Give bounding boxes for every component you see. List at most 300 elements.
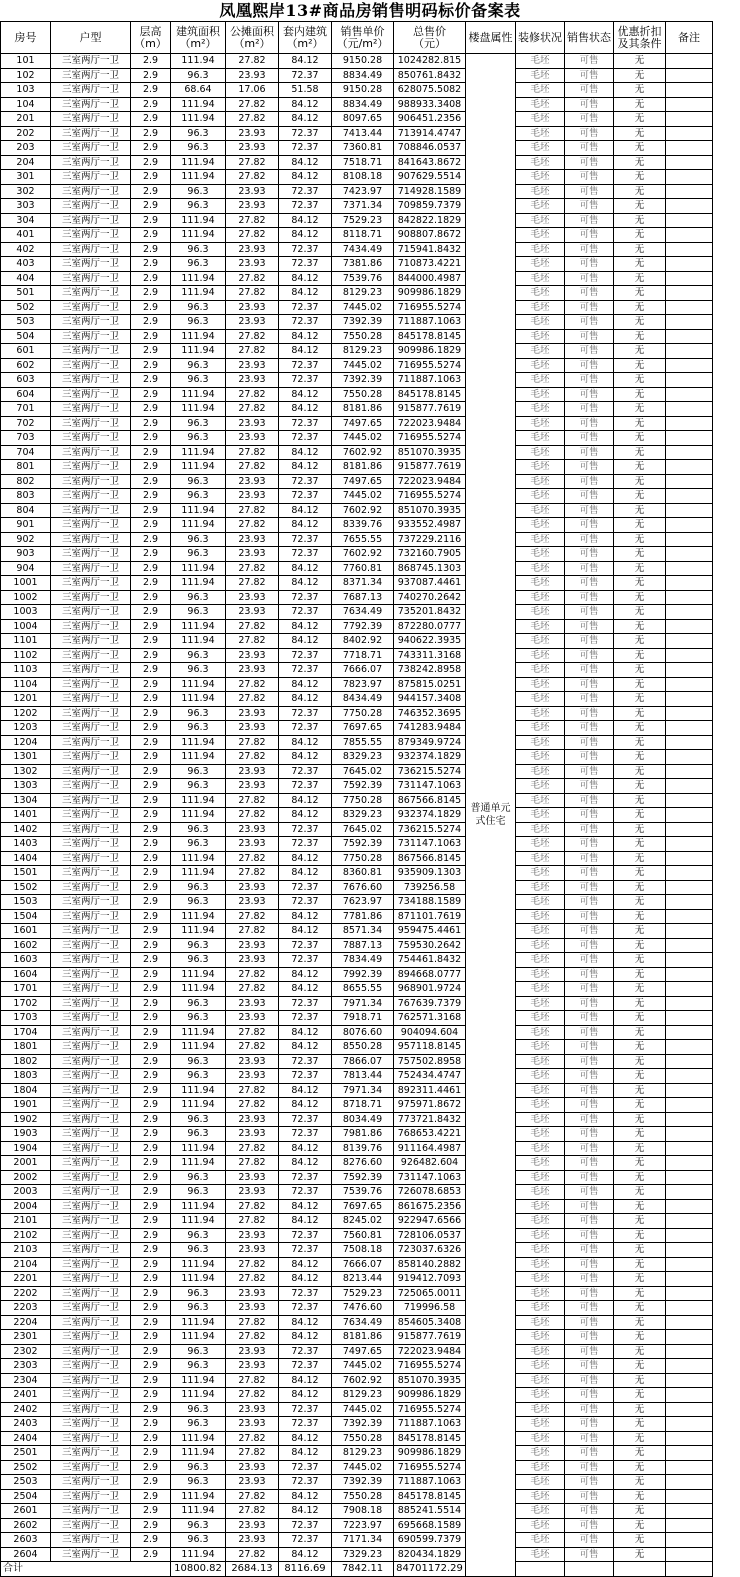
cell-floor-height: 2.9: [131, 576, 171, 591]
cell-floor-height: 2.9: [131, 706, 171, 721]
cell-decoration: 毛坯: [516, 808, 565, 823]
cell-discount: 无: [614, 97, 666, 112]
cell-unit-price: 7392.39: [332, 1475, 394, 1490]
cell-shared-area: 27.82: [226, 692, 279, 707]
cell-unit-type: 三室两厅一卫: [51, 1315, 131, 1330]
cell-shared-area: 23.93: [226, 895, 279, 910]
cell-unit-type: 三室两厅一卫: [51, 822, 131, 837]
cell-decoration: 毛坯: [516, 1257, 565, 1272]
cell-shared-area: 27.82: [226, 54, 279, 69]
cell-remarks: [666, 503, 713, 518]
cell-discount: 无: [614, 445, 666, 460]
cell-unit-type: 三室两厅一卫: [51, 286, 131, 301]
cell-inner-area: 84.12: [279, 793, 332, 808]
cell-total-price: 726078.6853: [394, 1185, 466, 1200]
cell-unit-price: 7718.71: [332, 648, 394, 663]
cell-shared-area: 23.93: [226, 1243, 279, 1258]
cell-remarks: [666, 1098, 713, 1113]
cell-unit-price: 8108.18: [332, 170, 394, 185]
cell-total-price: 858140.2882: [394, 1257, 466, 1272]
table-row: [1, 1257, 713, 1272]
cell-building-area: 111.94: [171, 1431, 226, 1446]
cell-building-area: 96.3: [171, 199, 226, 214]
cell-discount: 无: [614, 213, 666, 228]
cell-room-no: 702: [1, 416, 51, 431]
cell-unit-type: 三室两厅一卫: [51, 996, 131, 1011]
cell-total-price: 743311.3168: [394, 648, 466, 663]
cell-floor-height: 2.9: [131, 779, 171, 794]
table-row: [1, 576, 713, 591]
cell-floor-height: 2.9: [131, 880, 171, 895]
cell-building-area: 111.94: [171, 170, 226, 185]
cell-room-no: 504: [1, 329, 51, 344]
cell-unit-type: 三室两厅一卫: [51, 692, 131, 707]
cell-decoration: 毛坯: [516, 97, 565, 112]
cell-decoration: 毛坯: [516, 1475, 565, 1490]
cell-sale-status: 可售: [565, 721, 614, 736]
cell-floor-height: 2.9: [131, 1127, 171, 1142]
table-row: [1, 1533, 713, 1548]
cell-building-area: 96.3: [171, 431, 226, 446]
cell-room-no: 2503: [1, 1475, 51, 1490]
cell-unit-type: 三室两厅一卫: [51, 402, 131, 417]
cell-total-price: 731147.1063: [394, 1170, 466, 1185]
cell-building-area: 111.94: [171, 735, 226, 750]
cell-discount: 无: [614, 793, 666, 808]
cell-discount: 无: [614, 1533, 666, 1548]
cell-unit-type: 三室两厅一卫: [51, 170, 131, 185]
cell-sale-status: 可售: [565, 590, 614, 605]
cell-shared-area: 27.82: [226, 619, 279, 634]
cell-building-area: 96.3: [171, 474, 226, 489]
cell-discount: 无: [614, 764, 666, 779]
cell-decoration: 毛坯: [516, 460, 565, 475]
cell-room-no: 202: [1, 126, 51, 141]
cell-discount: 无: [614, 895, 666, 910]
table-row: [1, 344, 713, 359]
cell-sale-status: 可售: [565, 199, 614, 214]
cell-shared-area: 23.93: [226, 126, 279, 141]
cell-total-price: 731147.1063: [394, 837, 466, 852]
cell-sale-status: 可售: [565, 1243, 614, 1258]
table-row: [1, 561, 713, 576]
table-row: [1, 924, 713, 939]
cell-unit-type: 三室两厅一卫: [51, 735, 131, 750]
cell-decoration: 毛坯: [516, 880, 565, 895]
cell-sale-status: 可售: [565, 822, 614, 837]
cell-total-price: 709859.7379: [394, 199, 466, 214]
cell-room-no: 304: [1, 213, 51, 228]
cell-unit-price: 7392.39: [332, 1417, 394, 1432]
cell-inner-area: 72.37: [279, 1533, 332, 1548]
cell-total-price: 932374.1829: [394, 750, 466, 765]
cell-building-area: 111.94: [171, 402, 226, 417]
cell-discount: 无: [614, 1199, 666, 1214]
cell-remarks: [666, 837, 713, 852]
header-room-no: 房号: [1, 22, 51, 54]
cell-room-no: 1404: [1, 851, 51, 866]
cell-room-no: 802: [1, 474, 51, 489]
cell-unit-price: 7792.39: [332, 619, 394, 634]
cell-building-area: 96.3: [171, 257, 226, 272]
cell-room-no: 2004: [1, 1199, 51, 1214]
cell-unit-type: 三室两厅一卫: [51, 1098, 131, 1113]
cell-sale-status: 可售: [565, 982, 614, 997]
cell-unit-price: 8402.92: [332, 634, 394, 649]
cell-discount: 无: [614, 257, 666, 272]
cell-discount: 无: [614, 1489, 666, 1504]
cell-unit-price: 7550.28: [332, 387, 394, 402]
cell-unit-type: 三室两厅一卫: [51, 1489, 131, 1504]
cell-shared-area: 23.93: [226, 764, 279, 779]
cell-remarks: [666, 1257, 713, 1272]
cell-inner-area: 72.37: [279, 880, 332, 895]
cell-floor-height: 2.9: [131, 851, 171, 866]
cell-decoration: 毛坯: [516, 793, 565, 808]
cell-floor-height: 2.9: [131, 1098, 171, 1113]
cell-discount: 无: [614, 54, 666, 69]
cell-decoration: 毛坯: [516, 619, 565, 634]
cell-discount: 无: [614, 1446, 666, 1461]
cell-discount: 无: [614, 996, 666, 1011]
cell-shared-area: 27.82: [226, 1504, 279, 1519]
cell-discount: 无: [614, 590, 666, 605]
table-row: [1, 953, 713, 968]
cell-discount: 无: [614, 402, 666, 417]
cell-unit-type: 三室两厅一卫: [51, 967, 131, 982]
cell-sale-status: 可售: [565, 358, 614, 373]
cell-floor-height: 2.9: [131, 605, 171, 620]
cell-unit-type: 三室两厅一卫: [51, 329, 131, 344]
cell-total-price: 728106.0537: [394, 1228, 466, 1243]
cell-decoration: 毛坯: [516, 431, 565, 446]
cell-shared-area: 23.93: [226, 706, 279, 721]
cell-room-no: 1402: [1, 822, 51, 837]
cell-room-no: 1704: [1, 1025, 51, 1040]
cell-building-area: 111.94: [171, 808, 226, 823]
cell-unit-type: 三室两厅一卫: [51, 1214, 131, 1229]
cell-room-no: 703: [1, 431, 51, 446]
total-unit-price: 7842.11: [332, 1562, 394, 1577]
cell-sale-status: 可售: [565, 1156, 614, 1171]
cell-shared-area: 23.93: [226, 605, 279, 620]
cell-unit-type: 三室两厅一卫: [51, 1228, 131, 1243]
cell-unit-type: 三室两厅一卫: [51, 460, 131, 475]
cell-discount: 无: [614, 1257, 666, 1272]
cell-inner-area: 72.37: [279, 358, 332, 373]
cell-shared-area: 23.93: [226, 648, 279, 663]
cell-unit-type: 三室两厅一卫: [51, 1301, 131, 1316]
cell-floor-height: 2.9: [131, 416, 171, 431]
cell-unit-price: 8655.55: [332, 982, 394, 997]
cell-floor-height: 2.9: [131, 1431, 171, 1446]
cell-discount: 无: [614, 228, 666, 243]
cell-inner-area: 84.12: [279, 460, 332, 475]
cell-unit-price: 7697.65: [332, 1199, 394, 1214]
cell-remarks: [666, 1011, 713, 1026]
table-row: [1, 329, 713, 344]
cell-decoration: 毛坯: [516, 909, 565, 924]
cell-sale-status: 可售: [565, 996, 614, 1011]
cell-building-area: 96.3: [171, 648, 226, 663]
cell-floor-height: 2.9: [131, 489, 171, 504]
cell-unit-type: 三室两厅一卫: [51, 880, 131, 895]
cell-unit-type: 三室两厅一卫: [51, 634, 131, 649]
cell-sale-status: 可售: [565, 416, 614, 431]
cell-inner-area: 72.37: [279, 590, 332, 605]
cell-inner-area: 84.12: [279, 1489, 332, 1504]
cell-remarks: [666, 851, 713, 866]
cell-total-price: 935909.1303: [394, 866, 466, 881]
cell-total-price: 911164.4987: [394, 1141, 466, 1156]
cell-building-area: 96.3: [171, 1069, 226, 1084]
cell-room-no: 601: [1, 344, 51, 359]
cell-building-area: 96.3: [171, 1402, 226, 1417]
cell-decoration: 毛坯: [516, 1460, 565, 1475]
cell-discount: 无: [614, 1040, 666, 1055]
cell-total-price: 723037.6326: [394, 1243, 466, 1258]
cell-room-no: 1903: [1, 1127, 51, 1142]
cell-remarks: [666, 590, 713, 605]
cell-inner-area: 72.37: [279, 1402, 332, 1417]
cell-sale-status: 可售: [565, 837, 614, 852]
cell-discount: 无: [614, 561, 666, 576]
cell-decoration: 毛坯: [516, 750, 565, 765]
cell-floor-height: 2.9: [131, 808, 171, 823]
cell-room-no: 1702: [1, 996, 51, 1011]
header-decoration: 装修状况: [516, 22, 565, 54]
cell-floor-height: 2.9: [131, 155, 171, 170]
cell-room-no: 1803: [1, 1069, 51, 1084]
cell-room-no: 1304: [1, 793, 51, 808]
cell-decoration: 毛坯: [516, 1156, 565, 1171]
cell-unit-price: 7834.49: [332, 953, 394, 968]
cell-decoration: 毛坯: [516, 1489, 565, 1504]
cell-unit-price: 7666.07: [332, 663, 394, 678]
cell-floor-height: 2.9: [131, 112, 171, 127]
cell-room-no: 1201: [1, 692, 51, 707]
cell-floor-height: 2.9: [131, 1054, 171, 1069]
cell-discount: 无: [614, 373, 666, 388]
cell-shared-area: 27.82: [226, 750, 279, 765]
cell-building-area: 111.94: [171, 286, 226, 301]
cell-shared-area: 27.82: [226, 1199, 279, 1214]
cell-room-no: 1502: [1, 880, 51, 895]
cell-remarks: [666, 1388, 713, 1403]
cell-unit-price: 8571.34: [332, 924, 394, 939]
cell-unit-price: 7750.28: [332, 851, 394, 866]
cell-shared-area: 23.93: [226, 880, 279, 895]
header-total-price: 总售价 （元）: [394, 22, 466, 54]
cell-discount: 无: [614, 692, 666, 707]
cell-room-no: 2204: [1, 1315, 51, 1330]
table-row: [1, 1547, 713, 1562]
cell-decoration: 毛坯: [516, 68, 565, 83]
cell-unit-type: 三室两厅一卫: [51, 909, 131, 924]
cell-sale-status: 可售: [565, 1228, 614, 1243]
cell-unit-price: 7645.02: [332, 764, 394, 779]
cell-decoration: 毛坯: [516, 706, 565, 721]
cell-unit-price: 7855.55: [332, 735, 394, 750]
cell-discount: 无: [614, 1547, 666, 1562]
cell-sale-status: 可售: [565, 1257, 614, 1272]
cell-remarks: [666, 663, 713, 678]
cell-floor-height: 2.9: [131, 1185, 171, 1200]
table-row: [1, 402, 713, 417]
cell-inner-area: 84.12: [279, 518, 332, 533]
cell-building-area: 111.94: [171, 561, 226, 576]
cell-building-area: 111.94: [171, 1315, 226, 1330]
cell-building-area: 111.94: [171, 503, 226, 518]
cell-total-price: 735201.8432: [394, 605, 466, 620]
cell-unit-price: 7992.39: [332, 967, 394, 982]
cell-inner-area: 72.37: [279, 663, 332, 678]
table-row: [1, 619, 713, 634]
cell-discount: 无: [614, 1170, 666, 1185]
cell-unit-price: 7697.65: [332, 721, 394, 736]
cell-discount: 无: [614, 184, 666, 199]
cell-discount: 无: [614, 1127, 666, 1142]
table-row: [1, 1098, 713, 1113]
cell-remarks: [666, 1243, 713, 1258]
cell-building-area: 111.94: [171, 576, 226, 591]
cell-discount: 无: [614, 1460, 666, 1475]
cell-inner-area: 72.37: [279, 1243, 332, 1258]
cell-remarks: [666, 1156, 713, 1171]
cell-floor-height: 2.9: [131, 953, 171, 968]
cell-remarks: [666, 808, 713, 823]
cell-floor-height: 2.9: [131, 1083, 171, 1098]
cell-discount: 无: [614, 126, 666, 141]
cell-floor-height: 2.9: [131, 663, 171, 678]
header-shared-area: 公摊面积 （m²）: [226, 22, 279, 54]
cell-discount: 无: [614, 1098, 666, 1113]
cell-room-no: 2302: [1, 1344, 51, 1359]
cell-discount: 无: [614, 924, 666, 939]
cell-sale-status: 可售: [565, 1417, 614, 1432]
cell-unit-type: 三室两厅一卫: [51, 938, 131, 953]
cell-unit-type: 三室两厅一卫: [51, 605, 131, 620]
cell-floor-height: 2.9: [131, 242, 171, 257]
cell-inner-area: 72.37: [279, 1359, 332, 1374]
cell-floor-height: 2.9: [131, 982, 171, 997]
cell-sale-status: 可售: [565, 228, 614, 243]
cell-room-no: 2603: [1, 1533, 51, 1548]
cell-floor-height: 2.9: [131, 1417, 171, 1432]
cell-unit-type: 三室两厅一卫: [51, 1344, 131, 1359]
cell-inner-area: 72.37: [279, 938, 332, 953]
cell-decoration: 毛坯: [516, 1402, 565, 1417]
table-row: [1, 1446, 713, 1461]
cell-total-price: 932374.1829: [394, 808, 466, 823]
cell-building-area: 111.94: [171, 750, 226, 765]
cell-room-no: 1203: [1, 721, 51, 736]
cell-remarks: [666, 184, 713, 199]
cell-sale-status: 可售: [565, 1489, 614, 1504]
cell-decoration: 毛坯: [516, 228, 565, 243]
cell-building-area: 111.94: [171, 1141, 226, 1156]
cell-inner-area: 84.12: [279, 155, 332, 170]
cell-sale-status: 可售: [565, 938, 614, 953]
table-row: [1, 1431, 713, 1446]
cell-shared-area: 27.82: [226, 112, 279, 127]
cell-inner-area: 84.12: [279, 387, 332, 402]
cell-shared-area: 23.93: [226, 1170, 279, 1185]
cell-unit-price: 8129.23: [332, 286, 394, 301]
cell-inner-area: 72.37: [279, 953, 332, 968]
cell-room-no: 803: [1, 489, 51, 504]
cell-inner-area: 72.37: [279, 1127, 332, 1142]
cell-shared-area: 27.82: [226, 286, 279, 301]
cell-room-no: 1002: [1, 590, 51, 605]
cell-floor-height: 2.9: [131, 373, 171, 388]
cell-building-area: 111.94: [171, 329, 226, 344]
cell-floor-height: 2.9: [131, 315, 171, 330]
cell-unit-type: 三室两厅一卫: [51, 300, 131, 315]
cell-shared-area: 23.93: [226, 1301, 279, 1316]
cell-shared-area: 27.82: [226, 808, 279, 823]
cell-inner-area: 84.12: [279, 97, 332, 112]
cell-total-price: 908807.8672: [394, 228, 466, 243]
table-row: [1, 837, 713, 852]
cell-building-area: 96.3: [171, 953, 226, 968]
table-row: [1, 474, 713, 489]
cell-decoration: 毛坯: [516, 1504, 565, 1519]
cell-shared-area: 27.82: [226, 1040, 279, 1055]
cell-shared-area: 27.82: [226, 1257, 279, 1272]
cell-decoration: 毛坯: [516, 257, 565, 272]
cell-total-price: 722023.9484: [394, 1344, 466, 1359]
cell-discount: 无: [614, 155, 666, 170]
cell-building-area: 111.94: [171, 1098, 226, 1113]
cell-room-no: 1202: [1, 706, 51, 721]
cell-room-no: 1802: [1, 1054, 51, 1069]
cell-remarks: [666, 358, 713, 373]
cell-unit-type: 三室两厅一卫: [51, 1388, 131, 1403]
cell-sale-status: 可售: [565, 126, 614, 141]
cell-unit-price: 7655.55: [332, 532, 394, 547]
cell-building-area: 96.3: [171, 1286, 226, 1301]
cell-floor-height: 2.9: [131, 1373, 171, 1388]
cell-room-no: 2403: [1, 1417, 51, 1432]
cell-sale-status: 可售: [565, 489, 614, 504]
cell-floor-height: 2.9: [131, 1446, 171, 1461]
cell-inner-area: 84.12: [279, 228, 332, 243]
cell-room-no: 2601: [1, 1504, 51, 1519]
cell-inner-area: 84.12: [279, 54, 332, 69]
table-row: [1, 54, 713, 69]
cell-room-no: 603: [1, 373, 51, 388]
cell-shared-area: 27.82: [226, 576, 279, 591]
cell-floor-height: 2.9: [131, 996, 171, 1011]
table-row: [1, 68, 713, 83]
cell-shared-area: 23.93: [226, 141, 279, 156]
total-shared-area: 2684.13: [226, 1562, 279, 1577]
table-row: [1, 1112, 713, 1127]
cell-shared-area: 23.93: [226, 474, 279, 489]
cell-shared-area: 27.82: [226, 329, 279, 344]
cell-shared-area: 27.82: [226, 677, 279, 692]
cell-room-no: 2602: [1, 1518, 51, 1533]
cell-building-area: 96.3: [171, 141, 226, 156]
cell-floor-height: 2.9: [131, 721, 171, 736]
cell-shared-area: 27.82: [226, 735, 279, 750]
cell-discount: 无: [614, 1054, 666, 1069]
cell-floor-height: 2.9: [131, 1228, 171, 1243]
cell-unit-price: 8129.23: [332, 1446, 394, 1461]
cell-sale-status: 可售: [565, 1272, 614, 1287]
cell-total-price: 845178.8145: [394, 1431, 466, 1446]
